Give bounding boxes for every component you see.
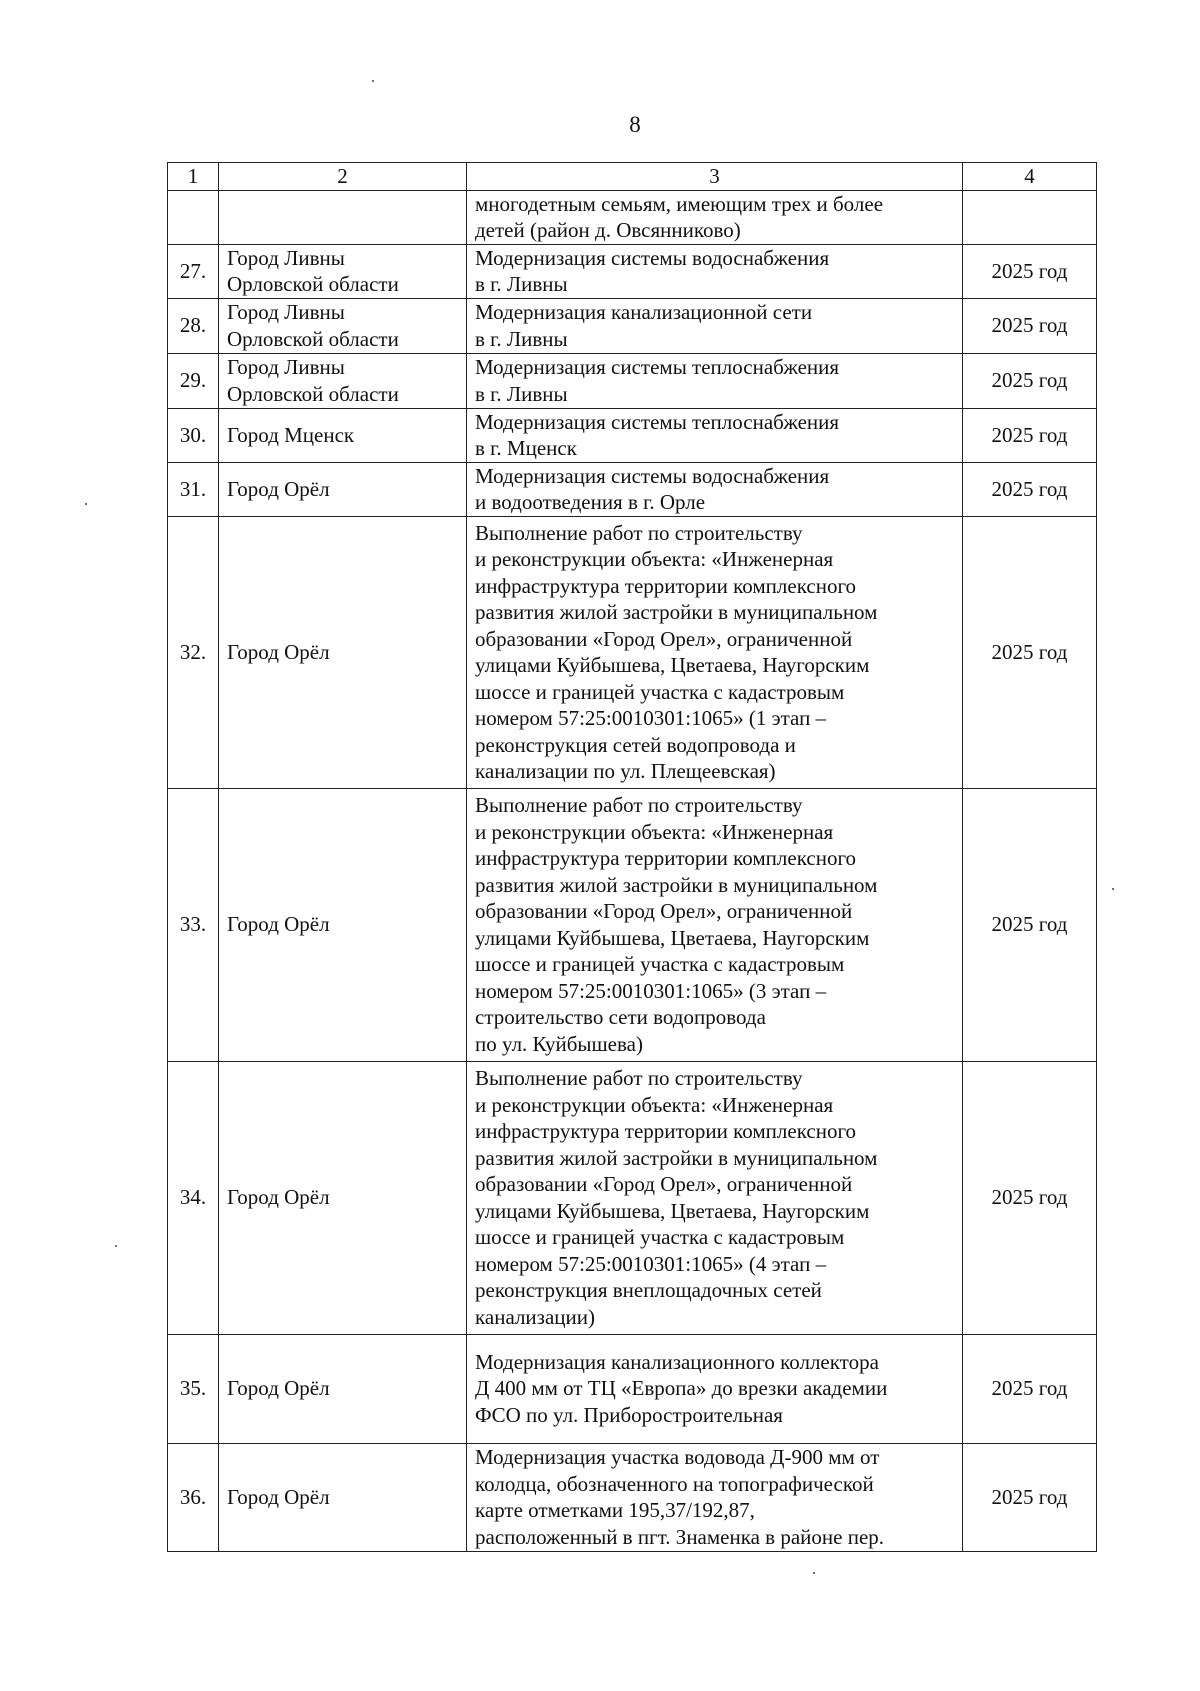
project-description-cell: Модернизация системы теплоснабжения в г. Ливны bbox=[467, 353, 963, 408]
scan-speck bbox=[813, 1572, 815, 1574]
row-number: 29. bbox=[168, 353, 219, 408]
project-description-cell: Модернизация канализационного коллектора Д 400 мм от ТЦ «Европа» до врезки академии ФСО по ул. Приборостроительная bbox=[467, 1334, 963, 1443]
project-description-cell: Модернизация канализационной сети в г. Ливны bbox=[467, 298, 963, 353]
municipality-cell: Город Орёл bbox=[219, 516, 467, 788]
completion-year-cell: 2025 год bbox=[963, 462, 1097, 516]
column-header-1: 1 bbox=[168, 163, 219, 191]
table-row bbox=[168, 516, 1097, 788]
table-row bbox=[168, 244, 1097, 298]
row-number: 36. bbox=[168, 1443, 219, 1551]
municipality-cell: Город Орёл bbox=[219, 788, 467, 1061]
municipality-cell: Город Орёл bbox=[219, 462, 467, 516]
column-header-2: 2 bbox=[219, 163, 467, 191]
row-number: 33. bbox=[168, 788, 219, 1061]
completion-year-cell bbox=[963, 190, 1097, 244]
project-description-cell: Выполнение работ по строительству и реконструкции объекта: «Инженерная инфраструктура территории комплексного развития жилой застройки в муниципальном образовании «Город Орел», ограниченной улицами Куйбышева, Цветаева, Наугорским шоссе и границей участка с кадастровым номером 57:25:0010301:1065» (1 этап – реконструкция сетей водопровода и канализации по ул. Плещеевская) bbox=[467, 516, 963, 788]
scan-speck bbox=[372, 80, 374, 82]
municipality-cell: Город Ливны Орловской области bbox=[219, 353, 467, 408]
row-number: 30. bbox=[168, 408, 219, 462]
row-number bbox=[168, 190, 219, 244]
project-description-cell: Модернизация системы водоснабжения в г. Ливны bbox=[467, 244, 963, 298]
table-row bbox=[168, 788, 1097, 1061]
completion-year-cell: 2025 год bbox=[963, 298, 1097, 353]
row-number: 34. bbox=[168, 1061, 219, 1334]
completion-year-cell: 2025 год bbox=[963, 516, 1097, 788]
municipality-cell: Город Ливны Орловской области bbox=[219, 244, 467, 298]
table-row bbox=[168, 408, 1097, 462]
municipality-cell: Город Орёл bbox=[219, 1061, 467, 1334]
column-header-3: 3 bbox=[467, 163, 963, 191]
row-number: 35. bbox=[168, 1334, 219, 1443]
completion-year-cell: 2025 год bbox=[963, 244, 1097, 298]
page-number: 8 bbox=[629, 112, 641, 137]
project-description-cell: Модернизация участка водовода Д-900 мм от колодца, обозначенного на топографической карте отметками 195,37/192,87, расположенный в пгт. Знаменка в районе пер. bbox=[467, 1443, 963, 1551]
municipality-cell: Город Орёл bbox=[219, 1334, 467, 1443]
row-number: 28. bbox=[168, 298, 219, 353]
completion-year-cell: 2025 год bbox=[963, 1334, 1097, 1443]
completion-year-cell: 2025 год bbox=[963, 408, 1097, 462]
scan-speck bbox=[85, 503, 87, 505]
project-description-cell: Модернизация системы водоснабжения и водоотведения в г. Орле bbox=[467, 462, 963, 516]
completion-year-cell: 2025 год bbox=[963, 788, 1097, 1061]
scan-speck bbox=[1112, 888, 1114, 890]
project-description-cell: Выполнение работ по строительству и реконструкции объекта: «Инженерная инфраструктура территории комплексного развития жилой застройки в муниципальном образовании «Город Орел», ограниченной улицами Куйбышева, Цветаева, Наугорским шоссе и границей участка с кадастровым номером 57:25:0010301:1065» (4 этап – реконструкция внеплощадочных сетей канализации) bbox=[467, 1061, 963, 1334]
municipality-cell: Город Ливны Орловской области bbox=[219, 298, 467, 353]
table-row bbox=[168, 298, 1097, 353]
completion-year-cell: 2025 год bbox=[963, 1443, 1097, 1551]
table-header-row bbox=[168, 163, 1097, 191]
project-description-cell: Выполнение работ по строительству и реконструкции объекта: «Инженерная инфраструктура территории комплексного развития жилой застройки в муниципальном образовании «Город Орел», ограниченной улицами Куйбышева, Цветаева, Наугорским шоссе и границей участка с кадастровым номером 57:25:0010301:1065» (3 этап – строительство сети водопровода по ул. Куйбышева) bbox=[467, 788, 963, 1061]
municipality-cell: Город Орёл bbox=[219, 1443, 467, 1551]
column-header-4: 4 bbox=[963, 163, 1097, 191]
project-description-cell: многодетным семьям, имеющим трех и более детей (район д. Овсянниково) bbox=[467, 190, 963, 244]
table-row bbox=[168, 462, 1097, 516]
municipality-cell bbox=[219, 190, 467, 244]
table-row bbox=[168, 1334, 1097, 1443]
table-row bbox=[168, 190, 1097, 244]
table-row bbox=[168, 353, 1097, 408]
project-description-cell: Модернизация системы теплоснабжения в г. Мценск bbox=[467, 408, 963, 462]
completion-year-cell: 2025 год bbox=[963, 353, 1097, 408]
row-number: 27. bbox=[168, 244, 219, 298]
table-row bbox=[168, 1443, 1097, 1551]
project-table bbox=[167, 162, 1097, 1552]
row-number: 31. bbox=[168, 462, 219, 516]
completion-year-cell: 2025 год bbox=[963, 1061, 1097, 1334]
scan-speck bbox=[115, 1245, 117, 1247]
municipality-cell: Город Мценск bbox=[219, 408, 467, 462]
table-row bbox=[168, 1061, 1097, 1334]
row-number: 32. bbox=[168, 516, 219, 788]
